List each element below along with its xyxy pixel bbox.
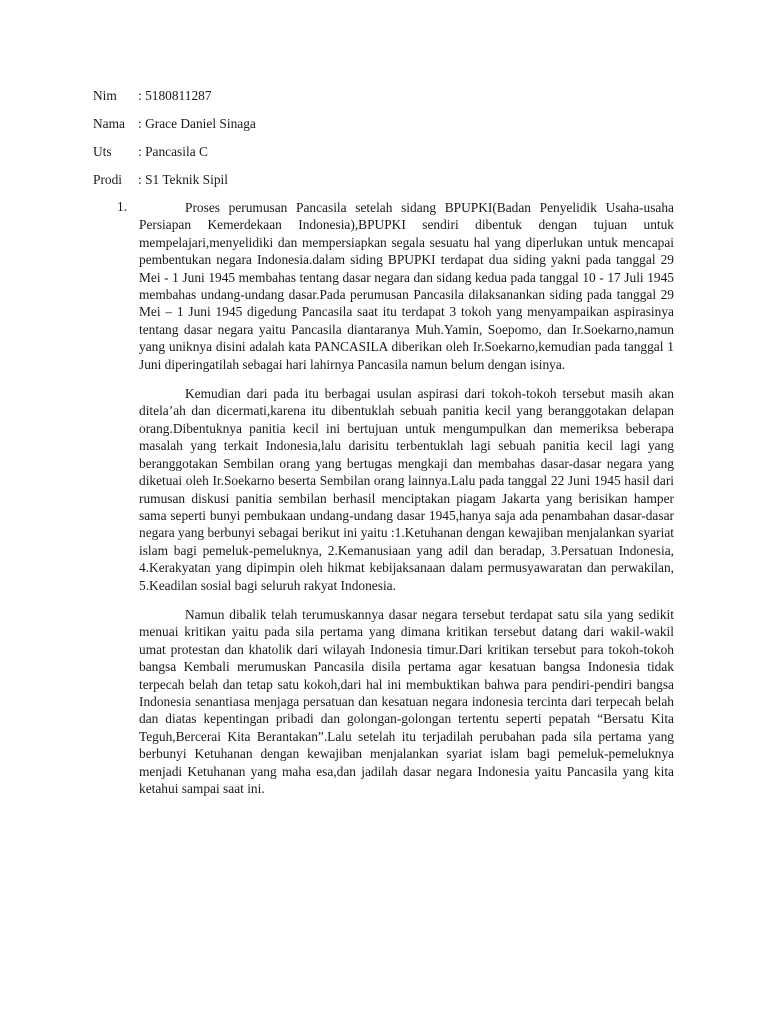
uts-label: Uts xyxy=(93,144,112,159)
nim-label: Nim xyxy=(93,88,117,103)
prodi-label: Prodi xyxy=(93,172,123,187)
nama-label: Nama xyxy=(93,116,125,131)
list-number: 1. xyxy=(117,199,128,214)
student-info xyxy=(93,87,393,199)
list-item-content xyxy=(139,199,674,809)
prodi-value: : S1 Teknik Sipil xyxy=(138,172,228,187)
nama-row xyxy=(93,115,393,143)
paragraph: Kemudian dari pada itu berbagai usulan aspirasi dari tokoh-tokoh tersebut masih akan ditela’ah dan dicermati,karena itu dibentuklah sebuah panitia kecil yang beranggotakan delapan orang.Dibentuknya panitia kecil ini bertujuan untuk mengumpulkan dan memeriksa beberapa masalah yang terkait Indonesia,lalu darisitu terbentuklah lagi sebuah panitia kecil lagi yang beranggotakan Sembilan orang yang bertugas mengkaji dan membahas dasar-dasar negara yang diketuai oleh Ir.Soekarno beserta Sembilan orang lainnya.Lalu pada tanggal 22 Juni 1945 hasil dari rumusan diskusi panitia sembilan berhasil menciptakan piagam Jakarta yang berisikan hamper sama seperti bunyi pembukaan undang-undang dasar 1945,hanya saja ada penambahan dasar-dasar negara yang berbunyi sebagai berikut ini yaitu :1.Ketuhanan dengan kewajiban menjalankan syariat islam bagi pemeluk-pemeluknya, 2.Kemanusiaan yang adil dan beradap, 3.Persatuan Indonesia, 4.Kerakyatan yang dipimpin oleh hikmat kebijaksanaan dalam permusyawaratan dan perwakilan, 5.Keadilan sosial bagi seluruh rakyat Indonesia. xyxy=(139,386,674,593)
nim-row xyxy=(93,87,393,115)
paragraph: Proses perumusan Pancasila setelah sidang BPUPKI(Badan Penyelidik Usaha-usaha Persiapan Kemerdekaan Indonesia),BPUPKI sendiri dibentuk dengan tujuan untuk mempelajari,menyelidiki dan mempersiapkan segala sesuatu hal yang diperlukan untuk mencapai pembentukan negara Indonesia.dalam siding BPUPKI terdapat dua siding yakni pada tanggal 29 Mei - 1 Juni 1945 membahas tentang dasar negara dan sidang kedua pada tanggal 10 - 17 Juli 1945 membahas undang-undang dasar.Pada perumusan Pancasila dilaksanankan siding pada tanggal 29 Mei – 1 Juni 1945 digedung Pancasila saat itu terdapat 3 tokoh yang menyampaikan aspirasinya tentang dasar negara yaitu Pancasila diantaranya Muh.Yamin, Soepomo, dan Ir.Soekarno,namun yang uniknya disini adalah kata PANCASILA diberikan oleh Ir.Soekarno,kemudian pada tanggal 1 Juni diperingatilah sebagai hari lahirnya Pancasila namun belum dengan isinya. xyxy=(139,200,674,372)
uts-row xyxy=(93,143,393,171)
uts-value: : Pancasila C xyxy=(138,144,208,159)
nama-value: : Grace Daniel Sinaga xyxy=(138,116,256,131)
prodi-row xyxy=(93,171,393,199)
paragraph: Namun dibalik telah terumuskannya dasar negara tersebut terdapat satu sila yang sedikit menuai kritikan yaitu pada sila pertama yang dimana kritikan tersebut datang dari wakil-wakil umat protestan dan khatolik dari wilayah Indonesia timur.Dari kritikan tersebut para tokoh-tokoh bangsa Kembali merumuskan Pancasila disila pertama agar kesatuan bangsa Indonesia tidak terpecah belah dan tetap satu kokoh,dari hal ini membuktikan bahwa para pendiri-pendiri bangsa Indonesia senantiasa menjaga persatuan dan kesatuan negara indonesia tercinta dari terpecah belah dan diatas kepentingan pribadi dan golongan-golongan tertentu seperti pepatah “Bersatu Kita Teguh,Bercerai Kita Berantakan”.Lalu setelah itu terjadilah perubahan pada sila pertama yang berbunyi Ketuhanan dengan kewajiban menjalankan syariat islam bagi pemeluk-pemeluknya menjadi Ketuhanan yang maha esa,dan jadilah dasar negara Indonesia yaitu Pancasila yang kita ketahui sampai saat ini. xyxy=(139,606,674,796)
nim-value: : 5180811287 xyxy=(138,88,212,103)
